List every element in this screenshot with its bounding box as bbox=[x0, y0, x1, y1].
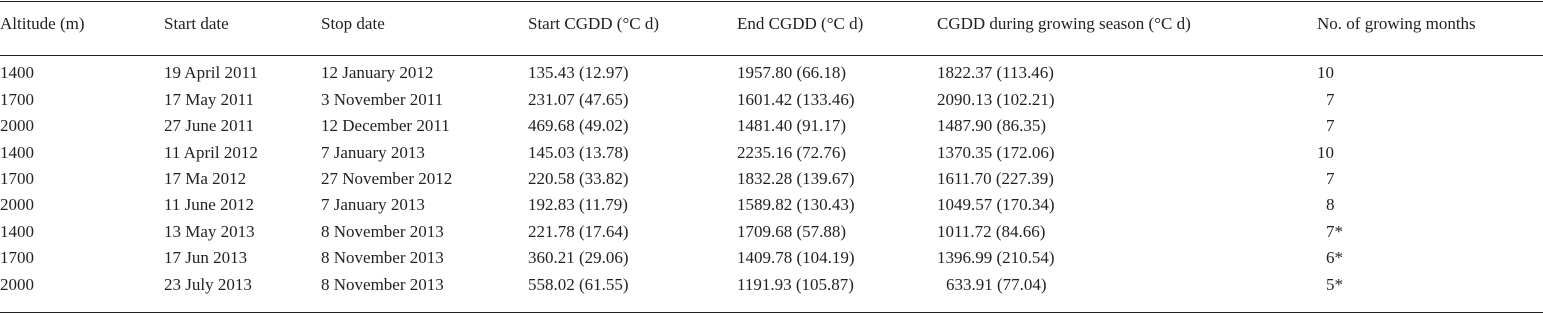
cell-growing-months: 8 bbox=[1326, 195, 1335, 214]
table-row bbox=[0, 88, 1543, 112]
cell-end-cgdd: 1957.80 (66.18) bbox=[737, 63, 847, 82]
cell-start-date: 11 June 2012 bbox=[164, 195, 255, 214]
cell-start-cgdd: 469.68 (49.02) bbox=[528, 116, 629, 135]
cell-cgdd-growing-season: 2090.13 (102.21) bbox=[937, 90, 1055, 109]
cell-end-cgdd: 1832.28 (139.67) bbox=[737, 169, 855, 188]
header-growing-months: No. of growing months bbox=[1317, 14, 1476, 33]
cell-end-cgdd: 1409.78 (104.19) bbox=[737, 248, 855, 267]
table-row bbox=[0, 193, 1543, 217]
cell-cgdd-growing-season: 1487.90 (86.35) bbox=[937, 116, 1047, 135]
cell-growing-months: 10 bbox=[1317, 143, 1334, 162]
cell-end-cgdd: 1709.68 (57.88) bbox=[737, 222, 847, 241]
header-end-cgdd: End CGDD (°C d) bbox=[737, 14, 864, 33]
cell-end-cgdd: 1589.82 (130.43) bbox=[737, 195, 855, 214]
cell-growing-months: 7* bbox=[1326, 222, 1343, 241]
cell-cgdd-growing-season: 1396.99 (210.54) bbox=[937, 248, 1055, 267]
cell-stop-date: 7 January 2013 bbox=[321, 143, 425, 162]
cell-end-cgdd: 1481.40 (91.17) bbox=[737, 116, 847, 135]
table-header-row bbox=[0, 12, 1543, 36]
cell-altitude: 1400 bbox=[0, 63, 34, 82]
cell-stop-date: 8 November 2013 bbox=[321, 222, 444, 241]
cell-cgdd-growing-season: 1370.35 (172.06) bbox=[937, 143, 1055, 162]
header-cgdd-growing-season: CGDD during growing season (°C d) bbox=[937, 14, 1191, 33]
table-top-rule bbox=[0, 1, 1543, 2]
cell-start-date: 11 April 2012 bbox=[164, 143, 258, 162]
cell-start-cgdd: 558.02 (61.55) bbox=[528, 275, 629, 294]
cell-start-date: 13 May 2013 bbox=[164, 222, 255, 241]
table-row bbox=[0, 114, 1543, 138]
cell-start-date: 17 Ma 2012 bbox=[164, 169, 247, 188]
header-stop-date: Stop date bbox=[321, 14, 385, 33]
cell-stop-date: 12 January 2012 bbox=[321, 63, 434, 82]
cell-start-cgdd: 221.78 (17.64) bbox=[528, 222, 629, 241]
cell-growing-months: 10 bbox=[1317, 63, 1334, 82]
table-header-rule bbox=[0, 55, 1543, 56]
cell-start-cgdd: 135.43 (12.97) bbox=[528, 63, 629, 82]
cell-altitude: 1400 bbox=[0, 143, 34, 162]
cell-altitude: 1400 bbox=[0, 222, 34, 241]
cell-growing-months: 7 bbox=[1326, 169, 1335, 188]
cell-start-date: 19 April 2011 bbox=[164, 63, 258, 82]
table-row bbox=[0, 220, 1543, 244]
cell-start-cgdd: 360.21 (29.06) bbox=[528, 248, 629, 267]
header-start-date: Start date bbox=[164, 14, 229, 33]
table-bottom-rule bbox=[0, 312, 1543, 313]
cell-cgdd-growing-season: 1049.57 (170.34) bbox=[937, 195, 1055, 214]
cell-start-cgdd: 220.58 (33.82) bbox=[528, 169, 629, 188]
cell-altitude: 2000 bbox=[0, 195, 34, 214]
cell-start-date: 17 Jun 2013 bbox=[164, 248, 248, 267]
cell-stop-date: 27 November 2012 bbox=[321, 169, 453, 188]
cell-stop-date: 3 November 2011 bbox=[321, 90, 444, 109]
header-start-cgdd: Start CGDD (°C d) bbox=[528, 14, 659, 33]
cell-altitude: 2000 bbox=[0, 275, 34, 294]
table-row bbox=[0, 167, 1543, 191]
cell-growing-months: 5* bbox=[1326, 275, 1343, 294]
cell-stop-date: 12 December 2011 bbox=[321, 116, 450, 135]
table-row bbox=[0, 273, 1543, 297]
cell-growing-months: 7 bbox=[1326, 116, 1335, 135]
cell-altitude: 1700 bbox=[0, 248, 34, 267]
cell-altitude: 1700 bbox=[0, 90, 34, 109]
cell-cgdd-growing-season: 633.91 (77.04) bbox=[946, 275, 1047, 294]
cell-start-date: 23 July 2013 bbox=[164, 275, 252, 294]
cell-start-cgdd: 192.83 (11.79) bbox=[528, 195, 628, 214]
cell-stop-date: 8 November 2013 bbox=[321, 275, 444, 294]
cell-start-cgdd: 231.07 (47.65) bbox=[528, 90, 629, 109]
cell-cgdd-growing-season: 1011.72 (84.66) bbox=[937, 222, 1046, 241]
header-altitude: Altitude (m) bbox=[0, 14, 85, 33]
cell-stop-date: 8 November 2013 bbox=[321, 248, 444, 267]
cell-altitude: 2000 bbox=[0, 116, 34, 135]
cell-cgdd-growing-season: 1611.70 (227.39) bbox=[937, 169, 1054, 188]
cell-end-cgdd: 1601.42 (133.46) bbox=[737, 90, 855, 109]
cell-altitude: 1700 bbox=[0, 169, 34, 188]
table-row bbox=[0, 246, 1543, 270]
cell-start-cgdd: 145.03 (13.78) bbox=[528, 143, 629, 162]
cell-end-cgdd: 2235.16 (72.76) bbox=[737, 143, 847, 162]
table-row bbox=[0, 61, 1543, 85]
cell-end-cgdd: 1191.93 (105.87) bbox=[737, 275, 854, 294]
cell-start-date: 17 May 2011 bbox=[164, 90, 255, 109]
cell-growing-months: 7 bbox=[1326, 90, 1335, 109]
table-row bbox=[0, 141, 1543, 165]
cell-stop-date: 7 January 2013 bbox=[321, 195, 425, 214]
cell-growing-months: 6* bbox=[1326, 248, 1343, 267]
cell-start-date: 27 June 2011 bbox=[164, 116, 255, 135]
cell-cgdd-growing-season: 1822.37 (113.46) bbox=[937, 63, 1054, 82]
